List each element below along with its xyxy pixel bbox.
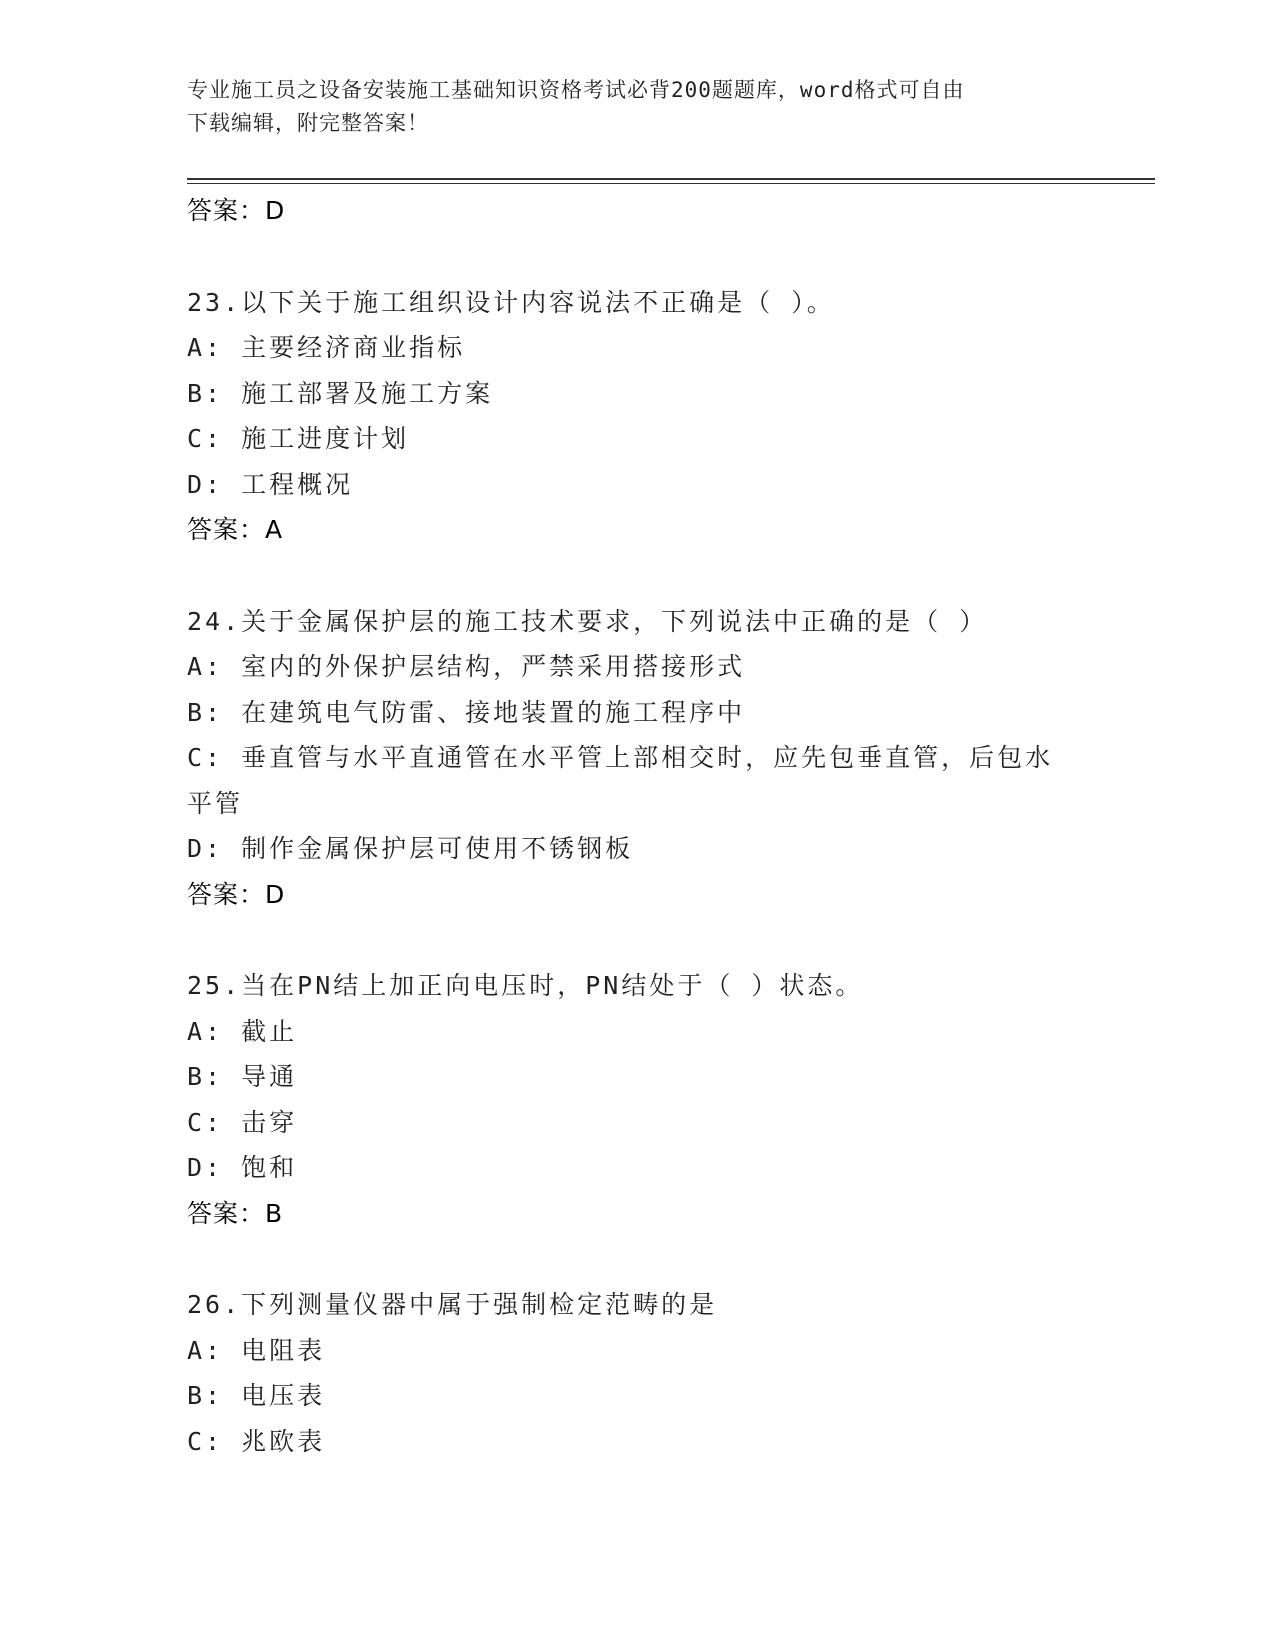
question-24 [187, 599, 1087, 918]
answer: 答案：A [187, 515, 284, 544]
header-rule-thin [187, 183, 1155, 184]
header-line-1: 专业施工员之设备安装施工基础知识资格考试必背200题题库，word格式可自由 [187, 78, 965, 102]
option-c: C: 施工进度计划 [187, 424, 410, 453]
option-b: B: 导通 [187, 1062, 298, 1091]
option-c: C: 击穿 [187, 1107, 298, 1137]
spacer [187, 553, 1087, 599]
answer-22: 答案：D [187, 196, 286, 225]
option-b: B: 在建筑电气防雷、接地装置的施工程序中 [187, 697, 746, 727]
header-line-2: 下载编辑，附完整答案！ [187, 111, 429, 135]
answer: 答案：D [187, 879, 286, 909]
option-a: A: 主要经济商业指标 [187, 333, 466, 362]
question-26 [187, 1282, 1087, 1464]
option-c: C: 兆欧表 [187, 1426, 326, 1456]
option-d: D: 制作金属保护层可使用不锈钢板 [187, 834, 634, 863]
option-c-continued: 平管 [187, 788, 244, 818]
document-header [187, 74, 1087, 140]
option-c: C: 垂直管与水平直通管在水平管上部相交时，应先包垂直管，后包水 [187, 743, 1054, 772]
option-d: D: 工程概况 [187, 469, 354, 499]
option-b: B: 电压表 [187, 1381, 326, 1410]
question-23 [187, 280, 1087, 553]
spacer [187, 917, 1087, 963]
option-a: A: 室内的外保护层结构，严禁采用搭接形式 [187, 652, 746, 681]
question-stem: 24.关于金属保护层的施工技术要求，下列说法中正确的是（ ） [187, 606, 988, 636]
option-a: A: 截止 [187, 1016, 298, 1046]
spacer [187, 1236, 1087, 1282]
header-rule-thick [187, 178, 1155, 180]
question-content [187, 188, 1087, 1464]
answer: 答案：B [187, 1198, 284, 1228]
question-stem: 23.以下关于施工组织设计内容说法不正确是（ ）。 [187, 287, 835, 317]
option-b: B: 施工部署及施工方案 [187, 378, 494, 408]
option-a: A: 电阻表 [187, 1335, 326, 1365]
option-d: D: 饱和 [187, 1153, 298, 1182]
spacer [187, 234, 1087, 280]
question-25 [187, 963, 1087, 1236]
question-stem: 25.当在PN结上加正向电压时，PN结处于（ ）状态。 [187, 971, 864, 1000]
question-stem: 26.下列测量仪器中属于强制检定范畴的是 [187, 1290, 718, 1319]
